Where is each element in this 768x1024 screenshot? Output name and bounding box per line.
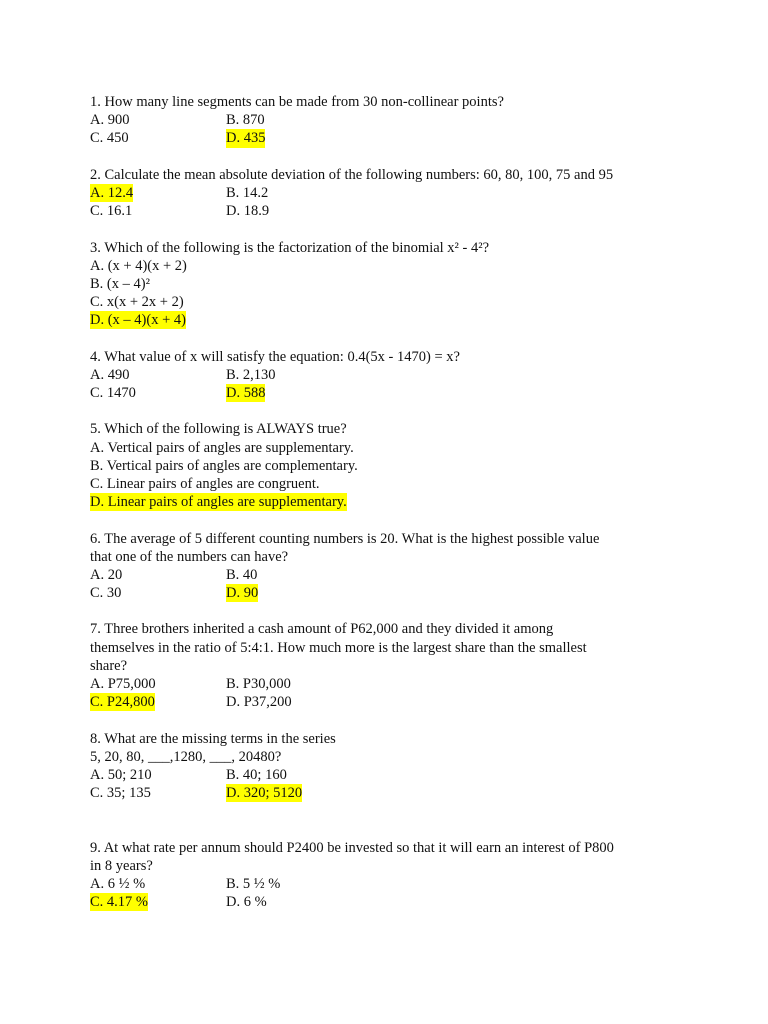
option-3d-answer: D. (x – 4)(x + 4) bbox=[90, 312, 186, 329]
question-5 bbox=[90, 420, 730, 511]
option-1c: C. 450 bbox=[90, 130, 129, 147]
question-3 bbox=[90, 239, 730, 330]
question-6-text-line-2: that one of the numbers can have? bbox=[90, 548, 289, 565]
option-8c: C. 35; 135 bbox=[90, 785, 151, 802]
option-1d-answer: D. 435 bbox=[226, 130, 266, 147]
option-7d: D. P37,200 bbox=[226, 694, 292, 711]
question-1-text: 1. How many line segments can be made from 30 non-collinear points? bbox=[90, 94, 504, 110]
question-7-text-line-1: 7. Three brothers inherited a cash amount of P62,000 and they divided it among bbox=[90, 621, 554, 638]
option-9a: A. 6 ½ % bbox=[90, 876, 146, 893]
question-7-text-line-2: themselves in the ratio of 5:4:1. How much more is the largest share than the smallest bbox=[90, 639, 587, 656]
option-6a: A. 20 bbox=[90, 566, 123, 583]
option-2c: C. 16.1 bbox=[90, 203, 133, 220]
option-9d: D. 6 % bbox=[226, 894, 267, 911]
question-7 bbox=[90, 620, 730, 711]
option-4b: B. 2,130 bbox=[226, 366, 276, 383]
option-8a: A. 50; 210 bbox=[90, 766, 152, 783]
option-9c-answer: C. 4.17 % bbox=[90, 894, 148, 911]
option-3a: A. (x + 4)(x + 2) bbox=[90, 257, 187, 274]
question-9-text-line-1: 9. At what rate per annum should P2400 be invested so that it will earn an interest of P800 bbox=[90, 839, 614, 856]
question-9-text-line-2: in 8 years? bbox=[90, 857, 153, 874]
question-6 bbox=[90, 530, 730, 603]
question-1 bbox=[90, 93, 730, 148]
option-4a: A. 490 bbox=[90, 366, 130, 383]
option-1a: A. 900 bbox=[90, 112, 130, 129]
option-2a-answer: A. 12.4 bbox=[90, 184, 134, 201]
option-6c: C. 30 bbox=[90, 585, 122, 602]
option-8d-answer: D. 320; 5120 bbox=[226, 785, 303, 802]
option-2b: B. 14.2 bbox=[226, 184, 269, 201]
option-5d-answer: D. Linear pairs of angles are supplementary. bbox=[90, 494, 347, 511]
question-4 bbox=[90, 348, 730, 403]
option-9b: B. 5 ½ % bbox=[226, 876, 281, 893]
option-5c: C. Linear pairs of angles are congruent. bbox=[90, 475, 320, 492]
option-5b: B. Vertical pairs of angles are complementary. bbox=[90, 457, 358, 474]
question-8 bbox=[90, 730, 730, 803]
question-7-text-line-3: share? bbox=[90, 657, 128, 674]
option-7b: B. P30,000 bbox=[226, 676, 291, 692]
option-1b: B. 870 bbox=[226, 112, 265, 129]
question-2-text: 2. Calculate the mean absolute deviation of the following numbers: 60, 80, 100, 75 and 95 bbox=[90, 166, 614, 183]
option-3c: C. x(x + 2x + 2) bbox=[90, 294, 184, 311]
option-4c: C. 1470 bbox=[90, 385, 136, 401]
option-6b: B. 40 bbox=[226, 566, 258, 583]
question-5-text: 5. Which of the following is ALWAYS true? bbox=[90, 421, 347, 438]
option-5a: A. Vertical pairs of angles are supplementary. bbox=[90, 439, 354, 456]
quiz-document bbox=[90, 93, 730, 911]
question-9 bbox=[90, 839, 730, 912]
option-7a: A. P75,000 bbox=[90, 676, 156, 692]
question-8-text-line-2: 5, 20, 80, ___,1280, ___, 20480? bbox=[90, 748, 282, 765]
question-6-text-line-1: 6. The average of 5 different counting numbers is 20. What is the highest possible value bbox=[90, 530, 600, 547]
question-2 bbox=[90, 166, 730, 221]
option-2d: D. 18.9 bbox=[226, 203, 270, 220]
option-6d-answer: D. 90 bbox=[226, 585, 259, 602]
question-8-text-line-1: 8. What are the missing terms in the series bbox=[90, 730, 336, 747]
option-4d-answer: D. 588 bbox=[226, 385, 266, 401]
option-7c-answer: C. P24,800 bbox=[90, 694, 155, 711]
question-4-text: 4. What value of x will satisfy the equation: 0.4(5x - 1470) = x? bbox=[90, 348, 460, 365]
option-8b: B. 40; 160 bbox=[226, 766, 287, 783]
option-3b: B. (x – 4)² bbox=[90, 275, 150, 292]
question-3-text: 3. Which of the following is the factorization of the binomial x² - 4²? bbox=[90, 239, 490, 256]
